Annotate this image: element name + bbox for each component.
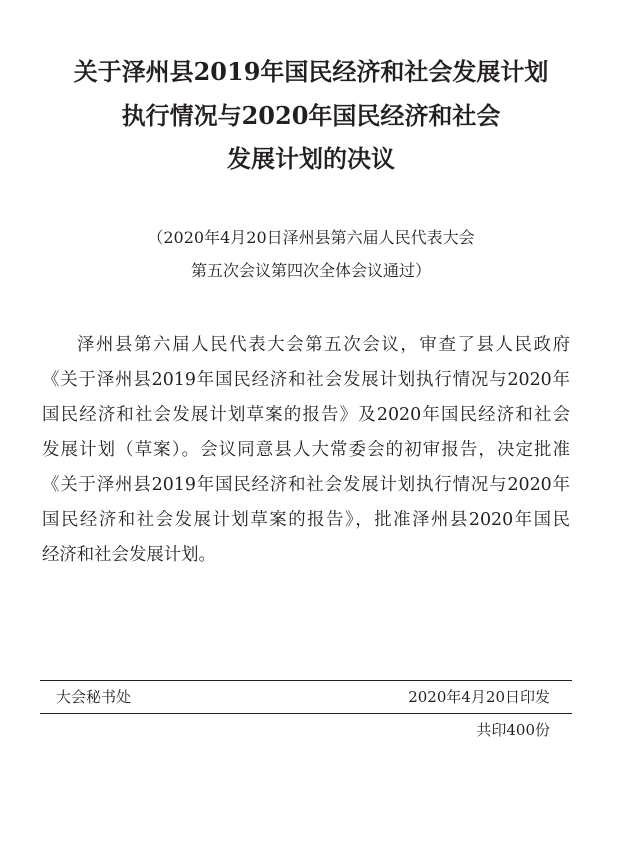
adoption-note-line-1: （2020年4月20日泽州县第六届人民代表大会 [147, 228, 475, 247]
adoption-note-line-2: 第五次会议第四次全体会议通过） [190, 261, 431, 280]
title-line-1: 关于泽州县2019年国民经济和社会发展计划 [73, 57, 549, 86]
title-line-3: 发展计划的决议 [227, 144, 395, 173]
body-line: 泽州县第六届人民代表大会第五次会议，审查了县人民政府 [77, 335, 570, 355]
body-line: 国民经济和社会发展计划草案的报告》及2020年国民经济和社会 [42, 405, 570, 425]
footer-bottom-rule [40, 713, 572, 714]
body-line: 经济和社会发展计划。 [42, 545, 216, 565]
body-line: 《关于泽州县2019年国民经济和社会发展计划执行情况与2020年 [42, 370, 570, 390]
issuer-label: 大会秘书处 [56, 688, 132, 706]
title-line-2: 执行情况与2020年国民经济和社会 [121, 101, 501, 130]
print-date: 2020年4月20日印发 [408, 688, 550, 706]
footer-top-rule [40, 680, 572, 681]
body-line: 国民经济和社会发展计划草案的报告》，批准泽州县2020年国民 [42, 510, 570, 530]
body-line: 发展计划（草案）。会议同意县人大常委会的初审报告，决定批准 [42, 440, 570, 460]
copies-count: 共印400份 [476, 721, 550, 739]
body-line: 《关于泽州县2019年国民经济和社会发展计划执行情况与2020年 [42, 475, 570, 495]
